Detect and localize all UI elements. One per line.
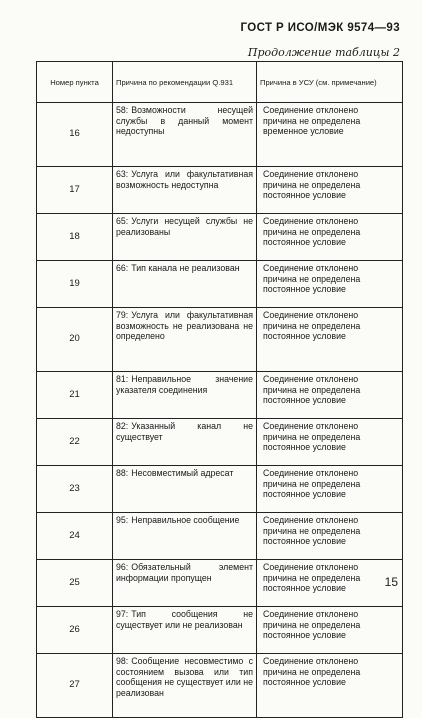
column-header-item-number: Номер пункта (37, 62, 113, 103)
usu-cause-line: причина не определена (263, 431, 361, 442)
usu-cause-line: постоянное условие (263, 677, 346, 687)
usu-cause-line: временное условие (263, 126, 344, 136)
usu-cause-cell (257, 214, 403, 261)
usu-cause-cell (257, 167, 403, 214)
usu-cause-line: причина не определена (263, 478, 361, 489)
table-row (37, 261, 403, 308)
usu-cause-line: постоянное условие (263, 442, 346, 452)
table-row (37, 654, 403, 718)
usu-cause-line: постоянное условие (263, 190, 346, 200)
usu-cause-line: причина не определена (263, 226, 361, 237)
usu-cause-line: постоянное условие (263, 237, 346, 247)
item-number-cell: 21 (37, 372, 113, 419)
usu-cause-line: причина не определена (263, 666, 361, 677)
table-row (37, 513, 403, 560)
item-number-cell: 18 (37, 214, 113, 261)
table-row (37, 372, 403, 419)
usu-cause-line: причина не определена (263, 320, 361, 331)
cause-code: 96: (116, 562, 129, 572)
usu-cause-line: причина не определена (263, 115, 361, 126)
q931-cause-cell (113, 308, 257, 372)
table-row (37, 167, 403, 214)
q931-cause-cell (113, 214, 257, 261)
usu-cause-line: Соединение отклонено (263, 105, 359, 115)
table-continuation-label: Продолжение таблицы 2 (247, 46, 400, 59)
usu-cause-line: постоянное условие (263, 489, 346, 499)
table-header-row (37, 62, 403, 103)
q931-cause-cell (113, 261, 257, 308)
cause-text: Тип сообщения не существует или не реализован (116, 609, 253, 630)
cause-text: Неправильное значение указателя соединения (116, 374, 253, 395)
usu-cause-line: Соединение отклонено (263, 263, 359, 273)
item-number-cell: 16 (37, 103, 113, 167)
usu-cause-line: постоянное условие (263, 331, 346, 341)
usu-cause-cell (257, 607, 403, 654)
usu-cause-cell (257, 308, 403, 372)
cause-code: 66: (116, 263, 129, 273)
usu-cause-line: Соединение отклонено (263, 169, 359, 179)
usu-cause-line: причина не определена (263, 619, 361, 630)
table-row (37, 214, 403, 261)
cause-code: 63: (116, 169, 129, 179)
table-body (37, 103, 403, 718)
document-standard-header: ГОСТ Р ИСО/МЭК 9574—93 (240, 22, 400, 34)
causes-table (36, 61, 403, 718)
cause-code: 58: (116, 105, 129, 115)
table-row (37, 419, 403, 466)
table-row (37, 103, 403, 167)
q931-cause-cell (113, 513, 257, 560)
page-number: 15 (384, 575, 398, 589)
cause-text: Возможности несущей службы в данный момент недоступны (116, 105, 253, 136)
q931-cause-cell (113, 167, 257, 214)
table-row (37, 607, 403, 654)
usu-cause-cell (257, 466, 403, 513)
q931-cause-cell (113, 654, 257, 718)
cause-text: Услуга или факультативная возможность не реализована не определено (116, 310, 253, 341)
usu-cause-line: Соединение отклонено (263, 656, 359, 666)
item-number-cell: 23 (37, 466, 113, 513)
usu-cause-line: причина не определена (263, 273, 361, 284)
usu-cause-cell (257, 654, 403, 718)
cause-text: Несовместимый адресат (131, 468, 234, 478)
q931-cause-cell (113, 419, 257, 466)
usu-cause-cell (257, 261, 403, 308)
usu-cause-line: Соединение отклонено (263, 374, 359, 384)
usu-cause-line: Соединение отклонено (263, 216, 359, 226)
usu-cause-line: постоянное условие (263, 395, 346, 405)
cause-text: Сообщение несовместимо с состоянием вызова или тип сообщения не существует или не реализован (116, 656, 253, 698)
cause-text: Тип канала не реализован (131, 263, 240, 273)
cause-text: Указанный канал не существует (116, 421, 253, 442)
q931-cause-cell (113, 372, 257, 419)
q931-cause-cell (113, 560, 257, 607)
table-row (37, 560, 403, 607)
usu-cause-line: постоянное условие (263, 284, 346, 294)
cause-text: Неправильное сообщение (131, 515, 240, 525)
column-header-q931-cause: Причина по рекомендации Q.931 (113, 62, 257, 103)
item-number-cell: 19 (37, 261, 113, 308)
cause-code: 65: (116, 216, 129, 226)
item-number-cell: 24 (37, 513, 113, 560)
usu-cause-cell (257, 419, 403, 466)
usu-cause-line: постоянное условие (263, 583, 346, 593)
usu-cause-line: причина не определена (263, 525, 361, 536)
cause-code: 79: (116, 310, 129, 320)
item-number-cell: 17 (37, 167, 113, 214)
usu-cause-line: Соединение отклонено (263, 310, 359, 320)
table-row (37, 466, 403, 513)
item-number-cell: 27 (37, 654, 113, 718)
q931-cause-cell (113, 607, 257, 654)
q931-cause-cell (113, 103, 257, 167)
cause-code: 97: (116, 609, 129, 619)
usu-cause-line: Соединение отклонено (263, 562, 359, 572)
item-number-cell: 22 (37, 419, 113, 466)
column-header-usu-cause: Причина в УСУ (см. примечание) (257, 62, 403, 103)
usu-cause-line: причина не определена (263, 384, 361, 395)
usu-cause-cell (257, 103, 403, 167)
usu-cause-cell (257, 372, 403, 419)
usu-cause-line: Соединение отклонено (263, 468, 359, 478)
cause-text: Услуги несущей службы не реализованы (116, 216, 253, 237)
q931-cause-cell (113, 466, 257, 513)
cause-code: 88: (116, 468, 129, 478)
usu-cause-line: постоянное условие (263, 536, 346, 546)
usu-cause-cell (257, 560, 403, 607)
cause-code: 81: (116, 374, 129, 384)
item-number-cell: 20 (37, 308, 113, 372)
usu-cause-line: причина не определена (263, 179, 361, 190)
item-number-cell: 25 (37, 560, 113, 607)
usu-cause-line: Соединение отклонено (263, 609, 359, 619)
usu-cause-cell (257, 513, 403, 560)
item-number-cell: 26 (37, 607, 113, 654)
cause-text: Услуга или факультативная возможность недоступна (116, 169, 253, 190)
cause-code: 82: (116, 421, 129, 431)
usu-cause-line: Соединение отклонено (263, 515, 359, 525)
usu-cause-line: Соединение отклонено (263, 421, 359, 431)
cause-code: 98: (116, 656, 129, 666)
table-row (37, 308, 403, 372)
usu-cause-line: постоянное условие (263, 630, 346, 640)
cause-text: Обязательный элемент информации пропущен (116, 562, 253, 583)
cause-code: 95: (116, 515, 129, 525)
usu-cause-line: причина не определена (263, 572, 361, 583)
